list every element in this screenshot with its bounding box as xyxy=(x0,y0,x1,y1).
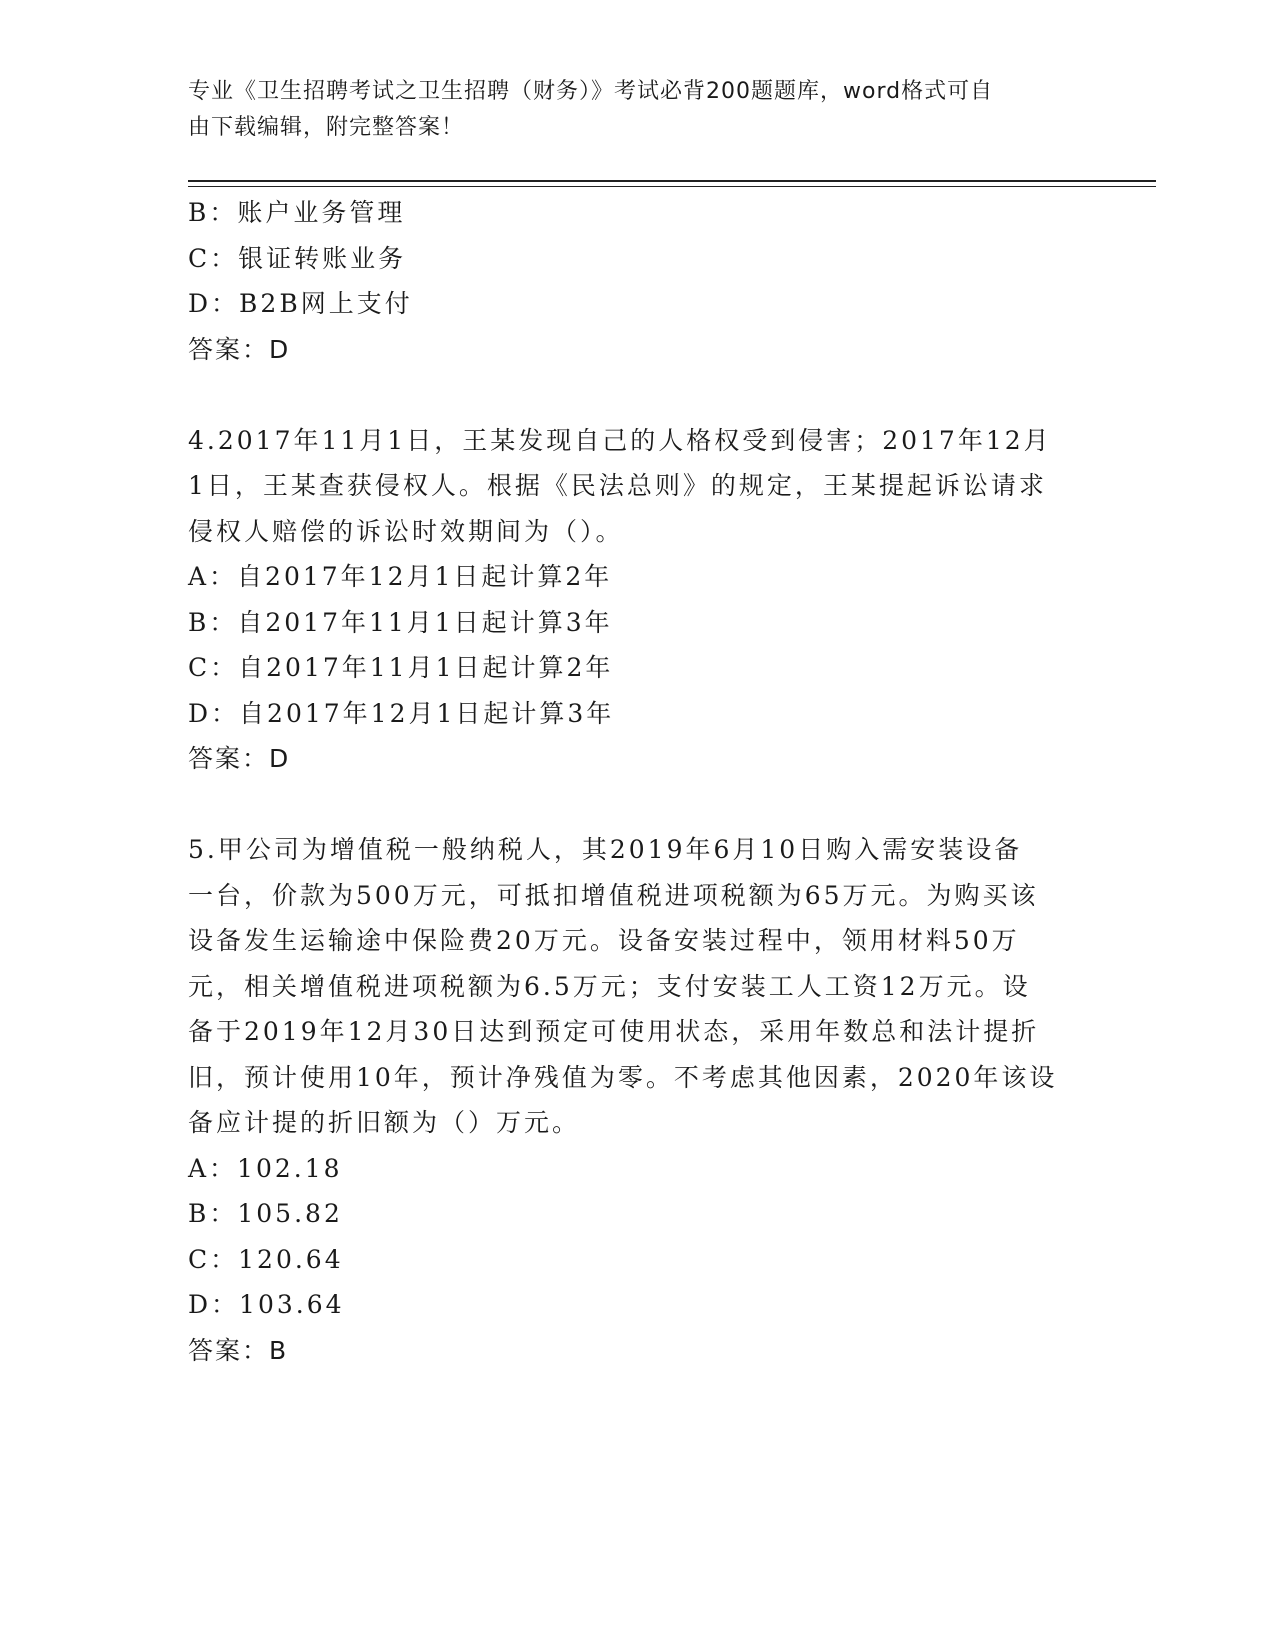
header-line: 专业《卫生招聘考试之卫生招聘（财务）》考试必背200题题库，word格式可自 xyxy=(188,79,994,104)
question-stem-line: 元，相关增值税进项税额为6.5万元；支付安装工人工资12万元。设 xyxy=(188,971,1031,1001)
question-stem-line: 5.甲公司为增值税一般纳税人，其2019年6月10日购入需安装设备 xyxy=(188,835,1023,864)
answer: 答案：D xyxy=(188,334,291,364)
option-b: B：105.82 xyxy=(188,1199,343,1228)
question-4 xyxy=(188,418,1108,782)
option-c: C：银证转账业务 xyxy=(188,243,407,273)
document-body xyxy=(188,190,1108,1373)
question-stem-line: 备应计提的折旧额为（）万元。 xyxy=(188,1108,581,1137)
option-b: B：账户业务管理 xyxy=(188,198,406,227)
header-line: 由下载编辑，附完整答案！ xyxy=(188,115,465,140)
question-stem-line: 侵权人赔偿的诉讼时效期间为（）。 xyxy=(188,516,624,546)
document-header xyxy=(188,74,1088,146)
question-5 xyxy=(188,827,1108,1373)
option-a: A：自2017年12月1日起计算2年 xyxy=(188,562,613,591)
question-stem-line: 备于2019年12月30日达到预定可使用状态，采用年数总和法计提折 xyxy=(188,1017,1040,1046)
option-a: A：102.18 xyxy=(188,1153,343,1183)
spacer xyxy=(188,782,1108,828)
question-3-continued xyxy=(188,190,1108,372)
option-d: D：B2B网上支付 xyxy=(188,289,413,318)
header-divider xyxy=(188,180,1156,182)
header-divider xyxy=(188,186,1156,187)
option-b: B：自2017年11月1日起计算3年 xyxy=(188,607,613,637)
question-stem-line: 4.2017年11月1日，王某发现自己的人格权受到侵害；2017年12月 xyxy=(188,425,1052,455)
question-stem-line: 旧，预计使用10年，预计净残值为零。不考虑其他因素，2020年该设 xyxy=(188,1062,1058,1092)
option-d: D：103.64 xyxy=(188,1290,345,1319)
question-stem-line: 一台，价款为500万元，可抵扣增值税进项税额为65万元。为购买该 xyxy=(188,880,1039,910)
answer: 答案：D xyxy=(188,744,291,773)
spacer xyxy=(188,372,1108,418)
question-stem-line: 1日，王某查获侵权人。根据《民法总则》的规定，王某提起诉讼请求 xyxy=(188,471,1047,500)
question-stem-line: 设备发生运输途中保险费20万元。设备安装过程中，领用材料50万 xyxy=(188,926,1020,955)
option-d: D：自2017年12月1日起计算3年 xyxy=(188,698,615,728)
option-c: C：自2017年11月1日起计算2年 xyxy=(188,653,614,682)
option-c: C：120.64 xyxy=(188,1244,344,1274)
answer: 答案：B xyxy=(188,1335,289,1365)
